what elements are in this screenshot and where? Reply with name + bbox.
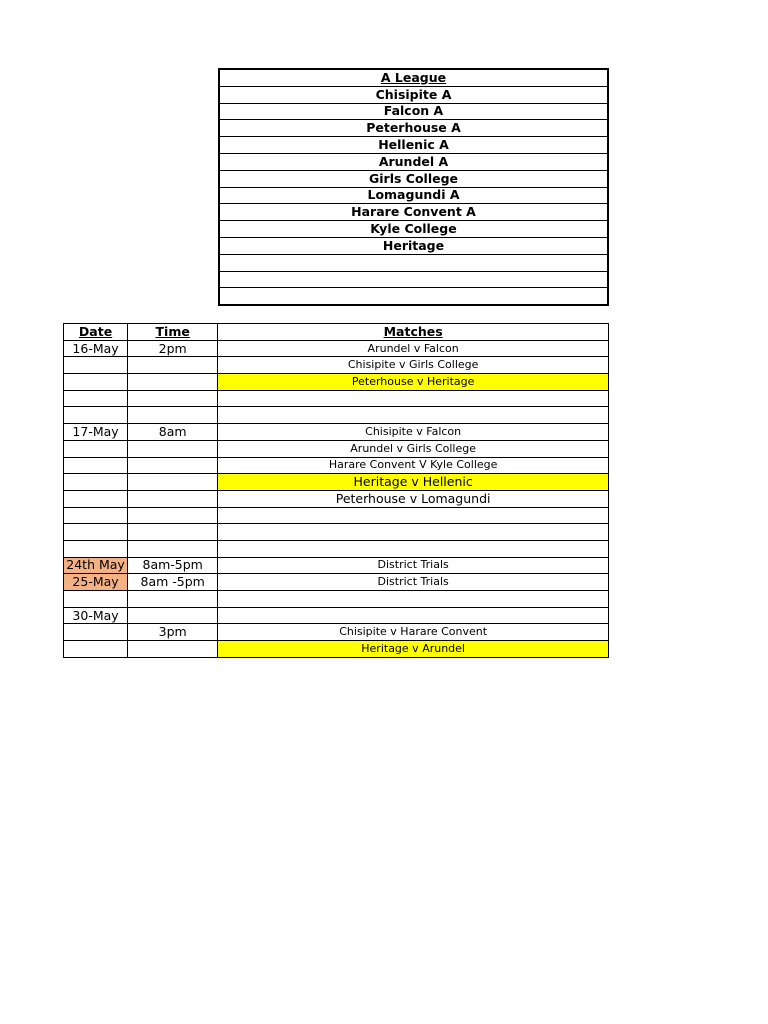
date-cell [64, 507, 128, 524]
time-cell [128, 407, 218, 424]
date-cell [64, 457, 128, 474]
schedule-row [64, 624, 609, 641]
schedule-row [64, 457, 609, 474]
date-cell [64, 490, 128, 507]
league-team: Kyle College [219, 221, 608, 238]
match-cell-highlighted: Peterhouse v Heritage [218, 374, 609, 391]
match-cell [218, 407, 609, 424]
time-cell [128, 357, 218, 374]
league-team: Falcon A [219, 103, 608, 120]
time-cell [128, 490, 218, 507]
date-cell [64, 374, 128, 391]
time-cell [128, 507, 218, 524]
league-header-row [219, 69, 608, 86]
schedule-header-row [64, 324, 609, 341]
date-cell [64, 540, 128, 557]
schedule-row [64, 607, 609, 624]
schedule-row [64, 524, 609, 541]
time-cell [128, 390, 218, 407]
time-cell [128, 374, 218, 391]
schedule-row [64, 440, 609, 457]
date-cell [64, 624, 128, 641]
match-cell-highlighted: Heritage v Hellenic [218, 474, 609, 491]
league-team: Hellenic A [219, 137, 608, 154]
time-cell [128, 641, 218, 658]
matches-column-header: Matches [218, 324, 609, 341]
schedule-row [64, 540, 609, 557]
league-team: Harare Convent A [219, 204, 608, 221]
time-cell [128, 607, 218, 624]
league-row [219, 137, 608, 154]
league-row [219, 86, 608, 103]
time-cell: 8am -5pm [128, 574, 218, 591]
schedule-row [64, 641, 609, 658]
match-cell [218, 524, 609, 541]
league-row [219, 204, 608, 221]
match-cell [218, 591, 609, 608]
match-cell: District Trials [218, 557, 609, 574]
match-cell-highlighted: Heritage v Arundel [218, 641, 609, 658]
schedule-row [64, 374, 609, 391]
league-row [219, 120, 608, 137]
league-row [219, 153, 608, 170]
match-cell: Chisipite v Falcon [218, 424, 609, 441]
date-cell [64, 390, 128, 407]
league-team: Heritage [219, 237, 608, 254]
date-cell [64, 591, 128, 608]
league-team [219, 271, 608, 288]
schedule-row [64, 557, 609, 574]
schedule-row [64, 574, 609, 591]
date-column-header: Date [64, 324, 128, 341]
match-cell: Harare Convent V Kyle College [218, 457, 609, 474]
date-cell [64, 474, 128, 491]
date-cell [64, 440, 128, 457]
league-table [218, 68, 609, 306]
time-cell [128, 591, 218, 608]
time-column-header: Time [128, 324, 218, 341]
schedule-row [64, 490, 609, 507]
date-cell-highlighted: 24th May [64, 557, 128, 574]
time-cell [128, 440, 218, 457]
league-team: Peterhouse A [219, 120, 608, 137]
schedule-row [64, 591, 609, 608]
league-team: Arundel A [219, 153, 608, 170]
match-cell: Arundel v Falcon [218, 340, 609, 357]
match-cell [218, 540, 609, 557]
schedule-table [63, 323, 609, 658]
time-cell: 3pm [128, 624, 218, 641]
league-row [219, 237, 608, 254]
match-cell: Chisipite v Harare Convent [218, 624, 609, 641]
match-cell: District Trials [218, 574, 609, 591]
schedule-row [64, 340, 609, 357]
time-cell: 8am-5pm [128, 557, 218, 574]
date-cell: 16-May [64, 340, 128, 357]
schedule-row [64, 474, 609, 491]
date-cell [64, 641, 128, 658]
date-cell [64, 407, 128, 424]
schedule-row [64, 357, 609, 374]
time-cell: 2pm [128, 340, 218, 357]
league-row [219, 288, 608, 305]
date-cell [64, 357, 128, 374]
time-cell [128, 524, 218, 541]
date-cell [64, 524, 128, 541]
match-cell: Chisipite v Girls College [218, 357, 609, 374]
league-row [219, 103, 608, 120]
match-cell: Peterhouse v Lomagundi [218, 490, 609, 507]
league-team: Chisipite A [219, 86, 608, 103]
league-team [219, 288, 608, 305]
date-cell-highlighted: 25-May [64, 574, 128, 591]
league-row [219, 170, 608, 187]
date-cell: 30-May [64, 607, 128, 624]
time-cell [128, 457, 218, 474]
league-row [219, 254, 608, 271]
time-cell [128, 540, 218, 557]
schedule-row [64, 507, 609, 524]
league-team [219, 254, 608, 271]
league-team: Lomagundi A [219, 187, 608, 204]
league-row [219, 221, 608, 238]
schedule-row [64, 407, 609, 424]
league-row [219, 271, 608, 288]
date-cell: 17-May [64, 424, 128, 441]
match-cell [218, 607, 609, 624]
schedule-row [64, 390, 609, 407]
league-row [219, 187, 608, 204]
match-cell [218, 390, 609, 407]
time-cell: 8am [128, 424, 218, 441]
league-title: A League [219, 69, 608, 86]
schedule-row [64, 424, 609, 441]
match-cell [218, 507, 609, 524]
league-team: Girls College [219, 170, 608, 187]
time-cell [128, 474, 218, 491]
match-cell: Arundel v Girls College [218, 440, 609, 457]
